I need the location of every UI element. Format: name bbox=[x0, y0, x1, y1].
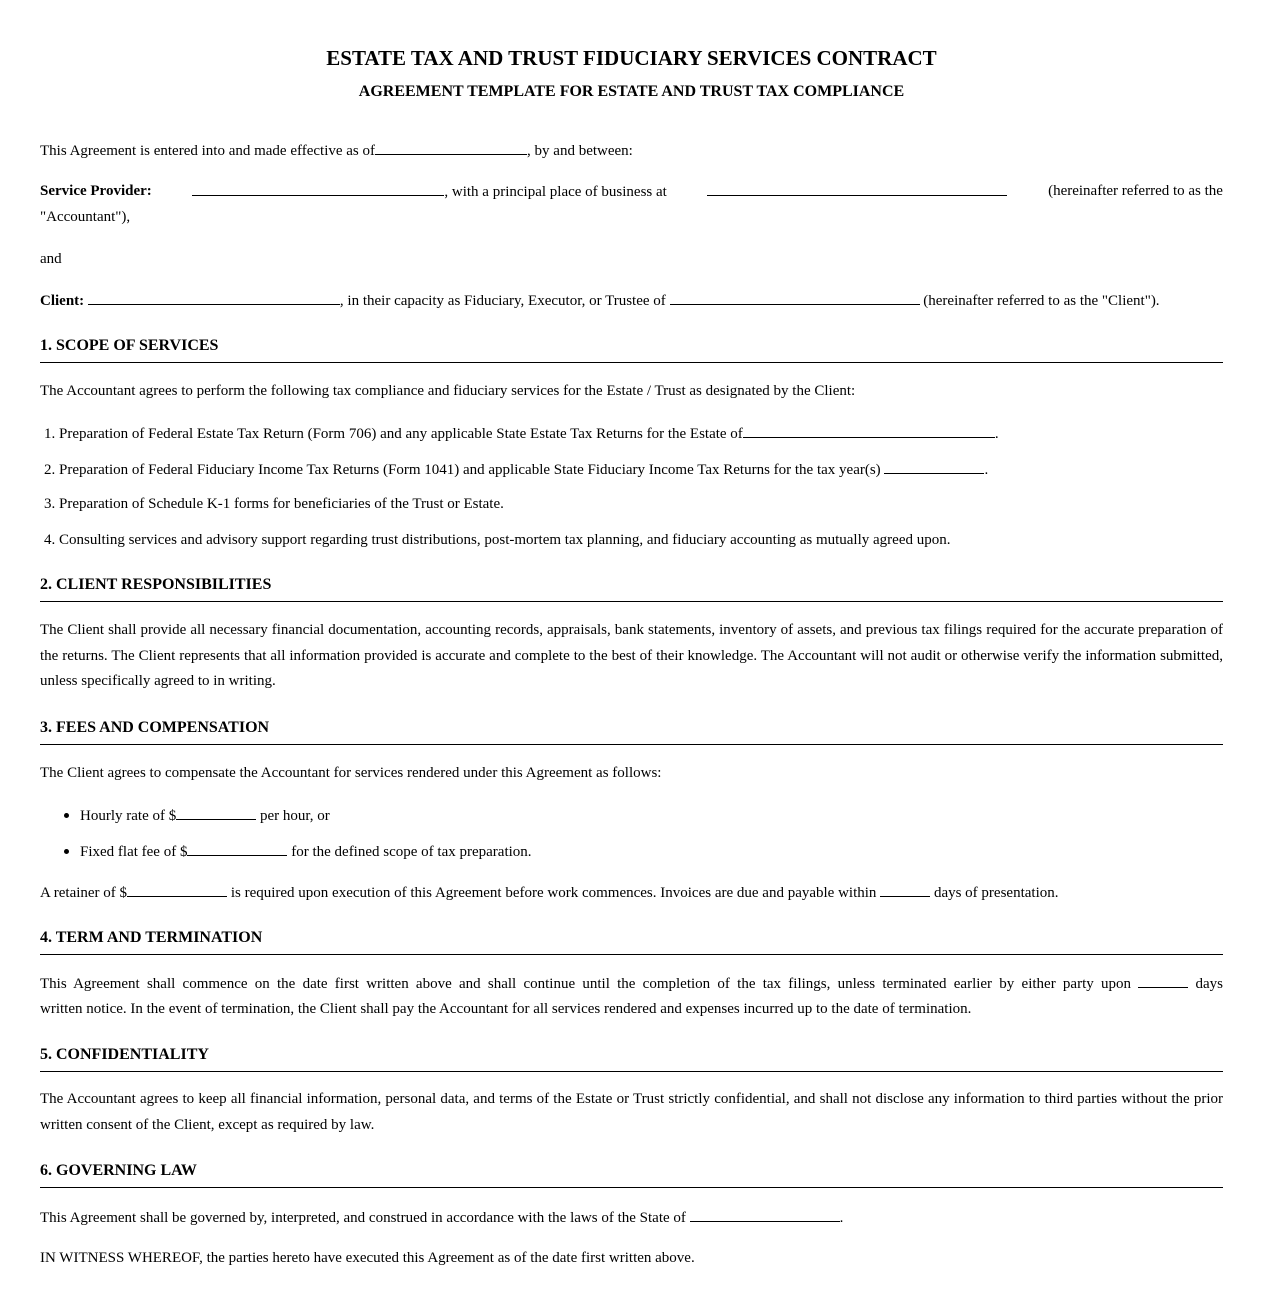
scope-intro: The Accountant agrees to perform the following tax compliance and fiduciary services for the Estate / Trust as designated by the Client: bbox=[40, 383, 856, 399]
witness-statement: IN WITNESS WHEREOF, the parties hereto have executed this Agreement as of the date first written above. bbox=[40, 1250, 695, 1266]
term-line-1: This Agreement shall commence on the date first written above and shall continue until the completion of the tax filings, unless terminated earlier by either party upon days bbox=[40, 973, 1223, 994]
and-text: and bbox=[40, 251, 62, 267]
section-heading-fees: 3. FEES AND COMPENSATION bbox=[40, 718, 1223, 745]
client-line bbox=[40, 290, 1223, 311]
intro-line bbox=[40, 140, 1223, 161]
client-label: Client: bbox=[40, 293, 85, 309]
notice-days-field[interactable] bbox=[1138, 973, 1188, 988]
service-provider-address-field[interactable] bbox=[707, 181, 1007, 196]
retainer-field[interactable] bbox=[127, 882, 227, 897]
confidentiality-body: The Accountant agrees to keep all financial information, personal data, and terms of the Estate or Trust strictly confidential, and shall not disclose any information to third parties without the prior written consent of the Client, except as required by law. bbox=[40, 1091, 1223, 1133]
effective-date-field[interactable] bbox=[375, 140, 527, 155]
estate-of-field[interactable] bbox=[743, 423, 995, 438]
list-item: 2. Preparation of Federal Fiduciary Income Tax Returns (Form 1041) and applicable State Fiduciary Income Tax Returns for the tax year(s) . bbox=[44, 459, 988, 480]
section-heading-client-responsibilities: 2. CLIENT RESPONSIBILITIES bbox=[40, 575, 1223, 602]
retainer-line: A retainer of $ is required upon execution of this Agreement before work commences. Invoices are due and payable within days of presentation. bbox=[40, 882, 1223, 903]
payment-days-field[interactable] bbox=[880, 882, 930, 897]
client-responsibilities-body: The Client shall provide all necessary financial documentation, accounting records, appraisals, bank statements, inventory of assets, and previous tax filings required for the accurate preparation of the returns. The Client represents that all information provided is accurate and complete to the best of their knowledge. The Accountant will not audit or otherwise verify the information submitted, unless specifically agreed to in writing. bbox=[40, 622, 1223, 689]
flat-fee-field[interactable] bbox=[187, 841, 287, 856]
service-provider-label: Service Provider: bbox=[40, 183, 152, 199]
bullet-icon bbox=[64, 849, 69, 854]
list-item: 1. Preparation of Federal Estate Tax Return (Form 706) and any applicable State Estate Tax Returns for the Estate of . bbox=[44, 423, 999, 444]
intro-text-after: , by and between: bbox=[527, 143, 633, 159]
client-referred: (hereinafter referred to as the "Client"). bbox=[923, 293, 1160, 309]
bullet-icon bbox=[64, 813, 69, 818]
section-heading-scope: 1. SCOPE OF SERVICES bbox=[40, 336, 1223, 363]
service-provider-line-2 bbox=[40, 207, 1223, 227]
governing-law-body: This Agreement shall be governed by, interpreted, and construed in accordance with the laws of the State of . bbox=[40, 1207, 1223, 1228]
service-provider-line bbox=[40, 181, 1223, 202]
client-name-field[interactable] bbox=[88, 290, 340, 305]
document-title: ESTATE TAX AND TRUST FIDUCIARY SERVICES CONTRACT bbox=[326, 46, 937, 70]
fees-intro: The Client agrees to compensate the Accountant for services rendered under this Agreement as follows: bbox=[40, 765, 662, 781]
service-provider-text: , with a principal place of business at bbox=[444, 184, 667, 200]
accountant-alias: "Accountant"), bbox=[40, 209, 131, 225]
service-provider-referred: (hereinafter referred to as the bbox=[1048, 183, 1223, 199]
list-item: 4. Consulting services and advisory support regarding trust distributions, post-mortem tax planning, and fiduciary accounting as mutually agreed upon. bbox=[44, 532, 951, 548]
document-subtitle: AGREEMENT TEMPLATE FOR ESTATE AND TRUST TAX COMPLIANCE bbox=[358, 83, 905, 100]
term-line-2: written notice. In the event of termination, the Client shall pay the Accountant for all services rendered and expenses incurred up to the date of termination. bbox=[40, 1001, 972, 1017]
section-heading-governing-law: 6. GOVERNING LAW bbox=[40, 1161, 1223, 1188]
section-heading-term: 4. TERM AND TERMINATION bbox=[40, 928, 1223, 955]
section-heading-confidentiality: 5. CONFIDENTIALITY bbox=[40, 1045, 1223, 1072]
list-item: Fixed flat fee of $ for the defined scope of tax preparation. bbox=[64, 841, 532, 862]
list-item: 3. Preparation of Schedule K-1 forms for beneficiaries of the Trust or Estate. bbox=[44, 496, 504, 512]
tax-year-field[interactable] bbox=[884, 459, 984, 474]
intro-text: This Agreement is entered into and made effective as of bbox=[40, 143, 376, 159]
state-field[interactable] bbox=[690, 1207, 840, 1222]
client-text: , in their capacity as Fiduciary, Executor, or Trustee of bbox=[339, 293, 666, 309]
service-provider-name-field[interactable] bbox=[192, 181, 444, 196]
list-item: Hourly rate of $ per hour, or bbox=[64, 805, 330, 826]
hourly-rate-field[interactable] bbox=[176, 805, 256, 820]
estate-name-field[interactable] bbox=[670, 290, 920, 305]
